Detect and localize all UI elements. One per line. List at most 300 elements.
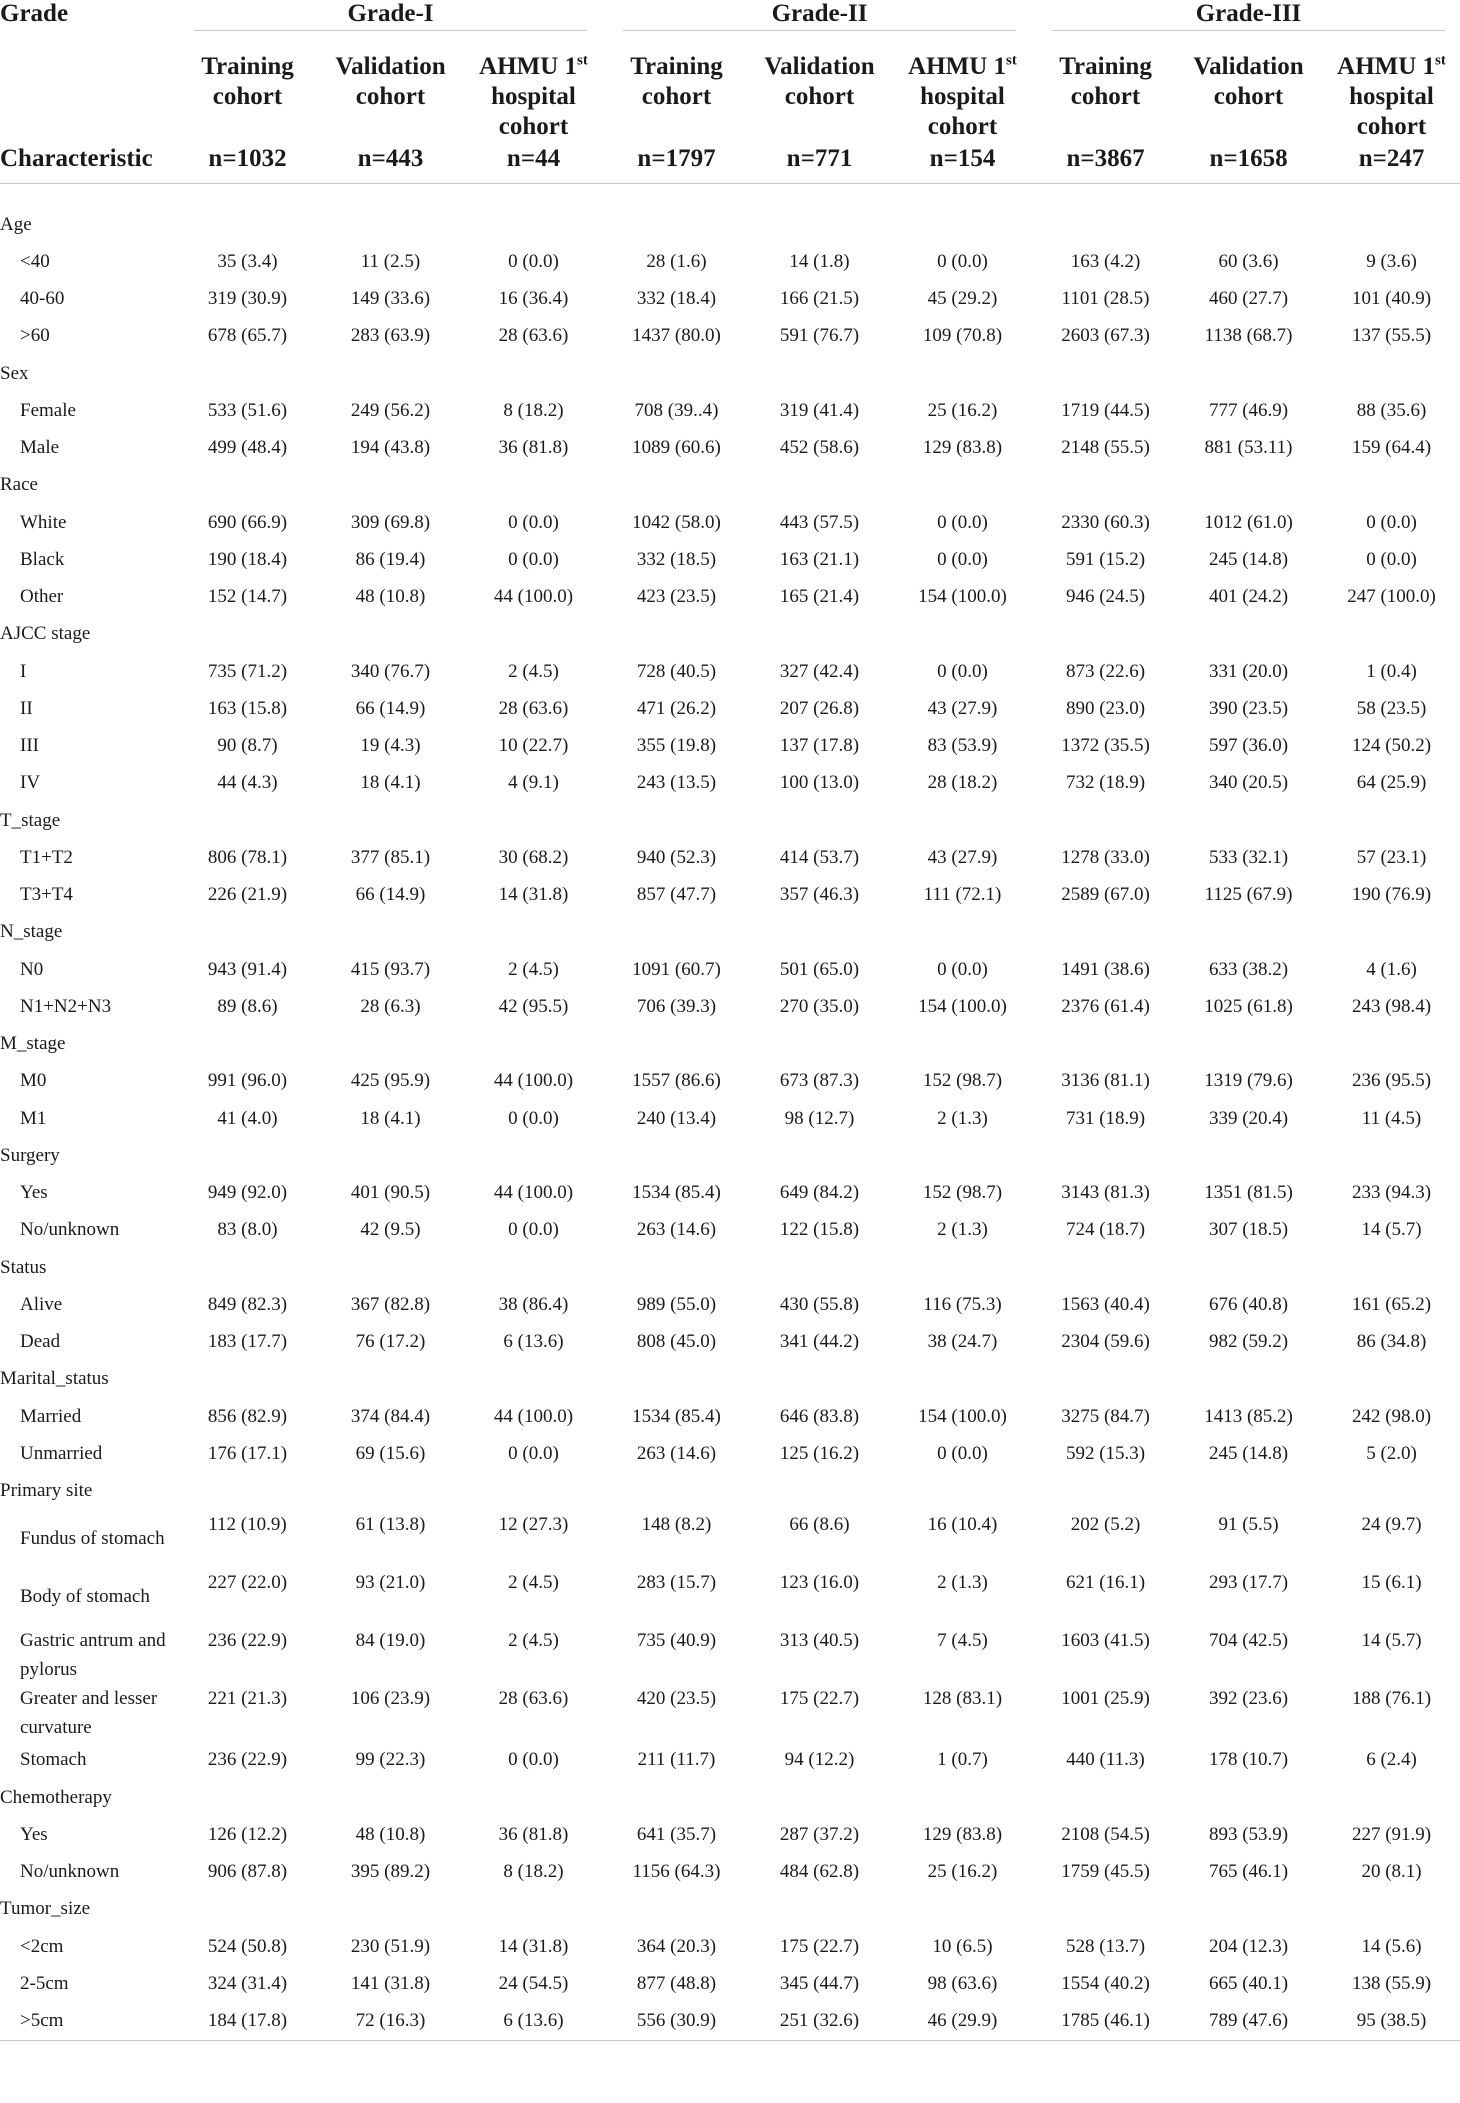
cell-value: 44 (4.3) <box>217 772 278 794</box>
cell-value <box>1177 1891 1320 1928</box>
cell-value: 251 (32.6) <box>748 2003 891 2041</box>
cell-value: 893 (53.9) <box>1208 1823 1289 1845</box>
row-label: 40-60 <box>20 288 65 310</box>
cell-value: 735 (40.9) <box>636 1629 717 1651</box>
cell-value: 946 (24.5) <box>1065 586 1146 608</box>
cell-value: 227 (22.0) <box>207 1571 288 1593</box>
cell-value <box>748 1137 891 1174</box>
category-label: Marital_status <box>0 1368 109 1390</box>
cell-value <box>1034 1891 1177 1928</box>
cell-value: 175 (22.7) <box>779 1687 860 1709</box>
cell-value <box>605 914 748 951</box>
category-row <box>0 1361 1460 1398</box>
cell-value: 6 (2.4) <box>1366 1749 1417 1771</box>
cell-value <box>319 914 462 951</box>
cell-value: 2376 (61.4) <box>1061 995 1150 1017</box>
table-row <box>0 951 1460 988</box>
cell-value: 777 (46.9) <box>1208 399 1289 421</box>
cell-value: 183 (17.7) <box>207 1331 288 1353</box>
cell-value: 0 (0.0) <box>508 511 559 533</box>
cell-value: 533 (32.1) <box>1208 846 1289 868</box>
cell-value <box>748 1361 891 1398</box>
row-label: White <box>20 511 67 533</box>
cohort-header: AHMU 1st hospital cohort <box>908 52 1017 140</box>
cell-value: 28 (63.6) <box>498 1687 569 1709</box>
cell-value: 116 (75.3) <box>923 1293 1002 1315</box>
cell-value: 1042 (58.0) <box>632 511 721 533</box>
cell-value: 1001 (25.9) <box>1061 1687 1150 1709</box>
cell-value: 236 (95.5) <box>1351 1070 1432 1092</box>
cell-value: 12 (27.3) <box>498 1513 569 1535</box>
cell-value <box>605 1026 748 1063</box>
cell-value: 2330 (60.3) <box>1061 511 1150 533</box>
cell-value: 14 (31.8) <box>498 1935 569 1957</box>
cell-value <box>748 355 891 392</box>
cell-value: 190 (76.9) <box>1351 884 1432 906</box>
cell-value: 621 (16.1) <box>1065 1571 1146 1593</box>
cell-value: 165 (21.4) <box>779 586 860 608</box>
cell-value <box>891 467 1034 504</box>
cell-value: 690 (66.9) <box>207 511 288 533</box>
cell-value: 10 (22.7) <box>498 735 569 757</box>
cell-value: 524 (50.8) <box>207 1935 288 1957</box>
cell-value: 2 (4.5) <box>508 1571 559 1593</box>
cell-value: 44 (100.0) <box>493 1405 574 1427</box>
cell-value: 152 (14.7) <box>207 586 288 608</box>
cell-value: 0 (0.0) <box>937 660 988 682</box>
table-row <box>0 765 1460 802</box>
cell-value: 873 (22.6) <box>1065 660 1146 682</box>
cell-value: 83 (53.9) <box>927 735 998 757</box>
cell-value: 15 (6.1) <box>1361 1571 1422 1593</box>
cell-value: 42 (9.5) <box>360 1219 421 1241</box>
cell-value <box>605 802 748 839</box>
group-header-grade-ii: Grade-II <box>605 0 1034 38</box>
cell-value <box>319 802 462 839</box>
category-label: N_stage <box>0 921 63 943</box>
cell-value: 499 (48.4) <box>207 437 288 459</box>
table-row <box>0 243 1460 280</box>
cell-value: 452 (58.6) <box>779 437 860 459</box>
cell-value <box>1320 616 1460 653</box>
cell-value <box>462 1473 605 1510</box>
cell-value: 591 (15.2) <box>1065 548 1146 570</box>
cell-value: 138 (55.9) <box>1351 1972 1432 1994</box>
cell-value: 163 (4.2) <box>1070 250 1141 272</box>
cell-value <box>1320 1891 1460 1928</box>
cell-value: 3143 (81.3) <box>1061 1182 1150 1204</box>
cell-value: 364 (20.3) <box>636 1935 717 1957</box>
cell-value <box>176 1137 319 1174</box>
cell-value <box>1177 802 1320 839</box>
cell-value: 86 (34.8) <box>1356 1331 1427 1353</box>
row-label: IV <box>20 772 41 794</box>
cell-value <box>891 206 1034 243</box>
cell-value: 43 (27.9) <box>927 697 998 719</box>
cell-value <box>748 1779 891 1816</box>
cell-value <box>891 355 1034 392</box>
cell-value: 263 (14.6) <box>636 1219 717 1241</box>
cell-value: 556 (30.9) <box>605 2003 748 2041</box>
cell-value: 991 (96.0) <box>207 1070 288 1092</box>
cell-value: 89 (8.6) <box>217 995 278 1017</box>
cell-value <box>462 206 605 243</box>
row-label: Gastric antrum and pylorus <box>20 1629 166 1680</box>
cell-value: 501 (65.0) <box>779 958 860 980</box>
category-label: AJCC stage <box>0 623 91 645</box>
cell-value: 98 (12.7) <box>784 1107 855 1129</box>
table-row <box>0 541 1460 578</box>
cell-value <box>891 1361 1034 1398</box>
cell-value: 857 (47.7) <box>636 884 717 906</box>
cell-value: 1534 (85.4) <box>632 1405 721 1427</box>
cell-value <box>462 802 605 839</box>
cell-value: 0 (0.0) <box>508 250 559 272</box>
cell-value: 57 (23.1) <box>1356 846 1427 868</box>
cell-value: 152 (98.7) <box>922 1182 1003 1204</box>
cell-value: 2304 (59.6) <box>1061 1331 1150 1353</box>
cell-value: 43 (27.9) <box>927 846 998 868</box>
cell-value: 425 (95.9) <box>350 1070 431 1092</box>
row-label: Dead <box>20 1331 61 1353</box>
cell-value: 940 (52.3) <box>636 846 717 868</box>
cell-value <box>1320 1473 1460 1510</box>
cell-value: 982 (59.2) <box>1208 1331 1289 1353</box>
cell-value: 123 (16.0) <box>779 1571 860 1593</box>
cell-value <box>1177 1779 1320 1816</box>
cell-value <box>1177 1137 1320 1174</box>
cell-value: 704 (42.5) <box>1208 1629 1289 1651</box>
cell-value <box>319 1891 462 1928</box>
cell-value: 1 (0.7) <box>937 1749 988 1771</box>
cell-value: 327 (42.4) <box>779 660 860 682</box>
cell-value: 2 (4.5) <box>508 958 559 980</box>
cell-value: 129 (83.8) <box>922 1823 1003 1845</box>
cell-value: 35 (3.4) <box>217 250 278 272</box>
category-row <box>0 914 1460 951</box>
group-header-grade-i: Grade-I <box>176 0 605 38</box>
cell-value <box>176 914 319 951</box>
cell-value: 731 (18.9) <box>1065 1107 1146 1129</box>
cell-value: 319 (30.9) <box>207 288 288 310</box>
cell-value: 176 (17.1) <box>207 1442 288 1464</box>
cell-value: 163 (21.1) <box>779 548 860 570</box>
cell-value: 2 (4.5) <box>508 660 559 682</box>
cell-value <box>891 914 1034 951</box>
table-row <box>0 504 1460 541</box>
cell-value: 6 (13.6) <box>462 2003 605 2041</box>
cohort-n: n=1032 <box>208 145 287 172</box>
cell-value: 8 (18.2) <box>503 399 564 421</box>
table-row <box>0 1854 1460 1891</box>
cell-value: 227 (91.9) <box>1351 1823 1432 1845</box>
cell-value: 367 (82.8) <box>350 1293 431 1315</box>
cell-value: 0 (0.0) <box>937 511 988 533</box>
cell-value: 88 (35.6) <box>1356 399 1427 421</box>
table-row <box>0 728 1460 765</box>
row-label: Greater and lesser curvature <box>20 1687 158 1738</box>
cell-value: 18 (4.1) <box>360 772 421 794</box>
cell-value <box>748 1891 891 1928</box>
cell-value <box>176 1779 319 1816</box>
cell-value: 374 (84.4) <box>350 1405 431 1427</box>
cell-value: 345 (44.7) <box>779 1972 860 1994</box>
cell-value: 64 (25.9) <box>1356 772 1427 794</box>
category-label: Chemotherapy <box>0 1786 112 1808</box>
cell-value <box>176 1026 319 1063</box>
cell-value <box>462 1361 605 1398</box>
cell-value: 242 (98.0) <box>1351 1405 1432 1427</box>
cell-value: 877 (48.8) <box>636 1972 717 1994</box>
cell-value <box>1177 1473 1320 1510</box>
cell-value: 90 (8.7) <box>217 735 278 757</box>
cell-value: 129 (83.8) <box>922 437 1003 459</box>
cell-value: 0 (0.0) <box>937 1442 988 1464</box>
table-row <box>0 1063 1460 1100</box>
cell-value: 188 (76.1) <box>1351 1687 1432 1709</box>
row-label: Stomach <box>20 1749 87 1771</box>
category-row <box>0 616 1460 653</box>
cell-value: 4 (1.6) <box>1366 958 1417 980</box>
cell-value: 207 (26.8) <box>779 697 860 719</box>
cell-value <box>605 1361 748 1398</box>
cell-value <box>748 616 891 653</box>
table-row <box>0 877 1460 914</box>
cell-value <box>1177 1361 1320 1398</box>
cohort-n: n=1797 <box>637 145 716 172</box>
cell-value <box>1034 616 1177 653</box>
cell-value: 1351 (81.5) <box>1204 1182 1293 1204</box>
cell-value <box>176 1891 319 1928</box>
cell-value <box>1320 914 1460 951</box>
cell-value: 340 (20.5) <box>1208 772 1289 794</box>
cell-value: 2589 (67.0) <box>1061 884 1150 906</box>
cohort-header: Validation cohort <box>335 53 446 110</box>
cell-value: 906 (87.8) <box>207 1861 288 1883</box>
cell-value: 0 (0.0) <box>1366 511 1417 533</box>
cell-value: 11 (2.5) <box>360 250 421 272</box>
cohort-n: n=771 <box>786 145 853 172</box>
cell-value: 128 (83.1) <box>922 1687 1003 1709</box>
cell-value <box>891 1473 1034 1510</box>
cell-value <box>1034 355 1177 392</box>
cell-value: 1125 (67.9) <box>1204 884 1293 906</box>
category-row <box>0 355 1460 392</box>
cell-value: 91 (5.5) <box>1218 1513 1279 1535</box>
cell-value: 163 (15.8) <box>207 697 288 719</box>
row-label: Married <box>20 1405 82 1427</box>
table-row <box>0 988 1460 1025</box>
cell-value: 236 (22.9) <box>207 1749 288 1771</box>
cell-value: 175 (22.7) <box>779 1935 860 1957</box>
cell-value <box>748 206 891 243</box>
cell-value <box>748 802 891 839</box>
cell-value: 3275 (84.7) <box>1061 1405 1150 1427</box>
cohort-header: Training cohort <box>630 53 723 110</box>
row-label: T1+T2 <box>20 846 73 868</box>
cell-value: 221 (21.3) <box>207 1687 288 1709</box>
table-row <box>0 1398 1460 1435</box>
category-label: Age <box>0 213 32 235</box>
row-label: M1 <box>20 1107 47 1129</box>
cell-value <box>1034 1473 1177 1510</box>
cell-value: 1759 (45.5) <box>1061 1861 1150 1883</box>
cell-value: 14 (31.8) <box>498 884 569 906</box>
cell-value <box>1320 1361 1460 1398</box>
cell-value: 45 (29.2) <box>927 288 998 310</box>
cell-value <box>319 1361 462 1398</box>
cell-value: 430 (55.8) <box>779 1293 860 1315</box>
category-label: Race <box>0 474 38 496</box>
cell-value: 36 (81.8) <box>498 437 569 459</box>
row-label: Body of stomach <box>20 1586 150 1608</box>
cell-value: 415 (93.7) <box>350 958 431 980</box>
cell-value: 236 (22.9) <box>207 1629 288 1651</box>
cell-value: 0 (0.0) <box>937 958 988 980</box>
cell-value: 641 (35.7) <box>636 1823 717 1845</box>
cell-value <box>462 1891 605 1928</box>
table-row <box>0 392 1460 429</box>
cell-value: 14 (5.7) <box>1361 1629 1422 1651</box>
cell-value: 44 (100.0) <box>493 586 574 608</box>
cell-value: 673 (87.3) <box>779 1070 860 1092</box>
row-label: M0 <box>20 1070 47 1092</box>
row-label: I <box>20 660 27 682</box>
cell-value: 270 (35.0) <box>779 995 860 1017</box>
cell-value: 19 (4.3) <box>360 735 421 757</box>
cell-value: 1025 (61.8) <box>1204 995 1293 1017</box>
category-row <box>0 1891 1460 1928</box>
cell-value: 943 (91.4) <box>207 958 288 980</box>
cell-value: 14 (5.7) <box>1361 1219 1422 1241</box>
cell-value: 392 (23.6) <box>1208 1687 1289 1709</box>
cell-value: 0 (0.0) <box>508 1107 559 1129</box>
cell-value: 332 (18.5) <box>636 548 717 570</box>
cell-value: 38 (24.7) <box>927 1331 998 1353</box>
cell-value: 233 (94.3) <box>1351 1182 1432 1204</box>
cell-value: 313 (40.5) <box>779 1629 860 1651</box>
cell-value <box>319 1473 462 1510</box>
cell-value <box>462 467 605 504</box>
category-label: Surgery <box>0 1144 60 1166</box>
cell-value: 28 (18.2) <box>927 772 998 794</box>
cell-value: 401 (90.5) <box>350 1182 431 1204</box>
row-label: Other <box>20 586 64 608</box>
table-row <box>0 318 1460 355</box>
cell-value: 706 (39.3) <box>636 995 717 1017</box>
cell-value: 61 (13.8) <box>355 1513 426 1535</box>
cell-value: 28 (6.3) <box>360 995 421 1017</box>
cell-value <box>1034 467 1177 504</box>
cell-value: 2108 (54.5) <box>1061 1823 1150 1845</box>
cell-value <box>319 467 462 504</box>
cell-value: 30 (68.2) <box>498 846 569 868</box>
cell-value: 10 (6.5) <box>932 1935 993 1957</box>
table-row <box>0 1100 1460 1137</box>
group-header-grade-iii: Grade-III <box>1034 0 1460 38</box>
cell-value <box>891 1137 1034 1174</box>
cell-value <box>1034 206 1177 243</box>
cell-value: 665 (40.1) <box>1208 1972 1289 1994</box>
cohort-header: AHMU 1st hospital cohort <box>479 52 588 140</box>
cell-value: 69 (15.6) <box>355 1442 426 1464</box>
cell-value <box>891 802 1034 839</box>
cell-value: 263 (14.6) <box>636 1442 717 1464</box>
category-label: Sex <box>0 362 29 384</box>
cell-value: 1437 (80.0) <box>632 325 721 347</box>
cell-value <box>1320 467 1460 504</box>
cell-value: 24 (54.5) <box>498 1972 569 1994</box>
cohort-header: AHMU 1st hospital cohort <box>1337 52 1446 140</box>
cell-value: 95 (38.5) <box>1320 2003 1460 2041</box>
cell-value <box>319 1026 462 1063</box>
cell-value: 340 (76.7) <box>350 660 431 682</box>
cell-value <box>1034 1779 1177 1816</box>
cell-value: 202 (5.2) <box>1070 1513 1141 1535</box>
row-label: II <box>20 697 33 719</box>
cell-value: 18 (4.1) <box>360 1107 421 1129</box>
cohort-n: n=1658 <box>1209 145 1288 172</box>
cell-value <box>462 1026 605 1063</box>
cell-value: 1372 (35.5) <box>1061 735 1150 757</box>
cohort-header: Training cohort <box>1059 53 1152 110</box>
cell-value: 11 (4.5) <box>1361 1107 1422 1129</box>
category-label: Primary site <box>0 1480 93 1502</box>
cell-value <box>1320 1249 1460 1286</box>
cell-value: 245 (14.8) <box>1208 1442 1289 1464</box>
cell-value: 0 (0.0) <box>1366 548 1417 570</box>
row-label: T3+T4 <box>20 884 73 906</box>
table-row <box>0 1324 1460 1361</box>
cell-value: 1138 (68.7) <box>1204 325 1293 347</box>
cell-value: 633 (38.2) <box>1208 958 1289 980</box>
cell-value: 106 (23.9) <box>350 1687 431 1709</box>
cell-value: 339 (20.4) <box>1208 1107 1289 1129</box>
header-blank <box>0 38 176 145</box>
cell-value: 98 (63.6) <box>927 1972 998 1994</box>
cell-value: 309 (69.8) <box>350 511 431 533</box>
cell-value: 1012 (61.0) <box>1204 511 1293 533</box>
row-label: <40 <box>20 250 50 272</box>
cell-value: 111 (72.1) <box>923 884 1002 906</box>
cohort-header: Training cohort <box>201 53 294 110</box>
cell-value <box>605 1891 748 1928</box>
cell-value <box>748 1026 891 1063</box>
table-row <box>0 281 1460 318</box>
cell-value: 949 (92.0) <box>207 1182 288 1204</box>
cell-value <box>319 355 462 392</box>
row-label: >5cm <box>0 2003 176 2041</box>
cell-value <box>605 1249 748 1286</box>
cell-value: 724 (18.7) <box>1065 1219 1146 1241</box>
cell-value <box>1177 1026 1320 1063</box>
characteristic-header: Characteristic <box>0 145 153 172</box>
cohort-header: Validation cohort <box>764 53 875 110</box>
cell-value <box>748 1249 891 1286</box>
cell-value: 58 (23.5) <box>1356 697 1427 719</box>
cell-value: 16 (10.4) <box>927 1513 998 1535</box>
cell-value: 484 (62.8) <box>779 1861 860 1883</box>
cell-value: 76 (17.2) <box>355 1331 426 1353</box>
cell-value <box>748 1473 891 1510</box>
cell-value: 243 (98.4) <box>1351 995 1432 1017</box>
cell-value <box>1320 1779 1460 1816</box>
row-label: Fundus of stomach <box>20 1528 165 1550</box>
cell-value <box>891 616 1034 653</box>
cell-value: 86 (19.4) <box>355 548 426 570</box>
grade-header: Grade <box>0 0 69 27</box>
cell-value: 101 (40.9) <box>1351 288 1432 310</box>
